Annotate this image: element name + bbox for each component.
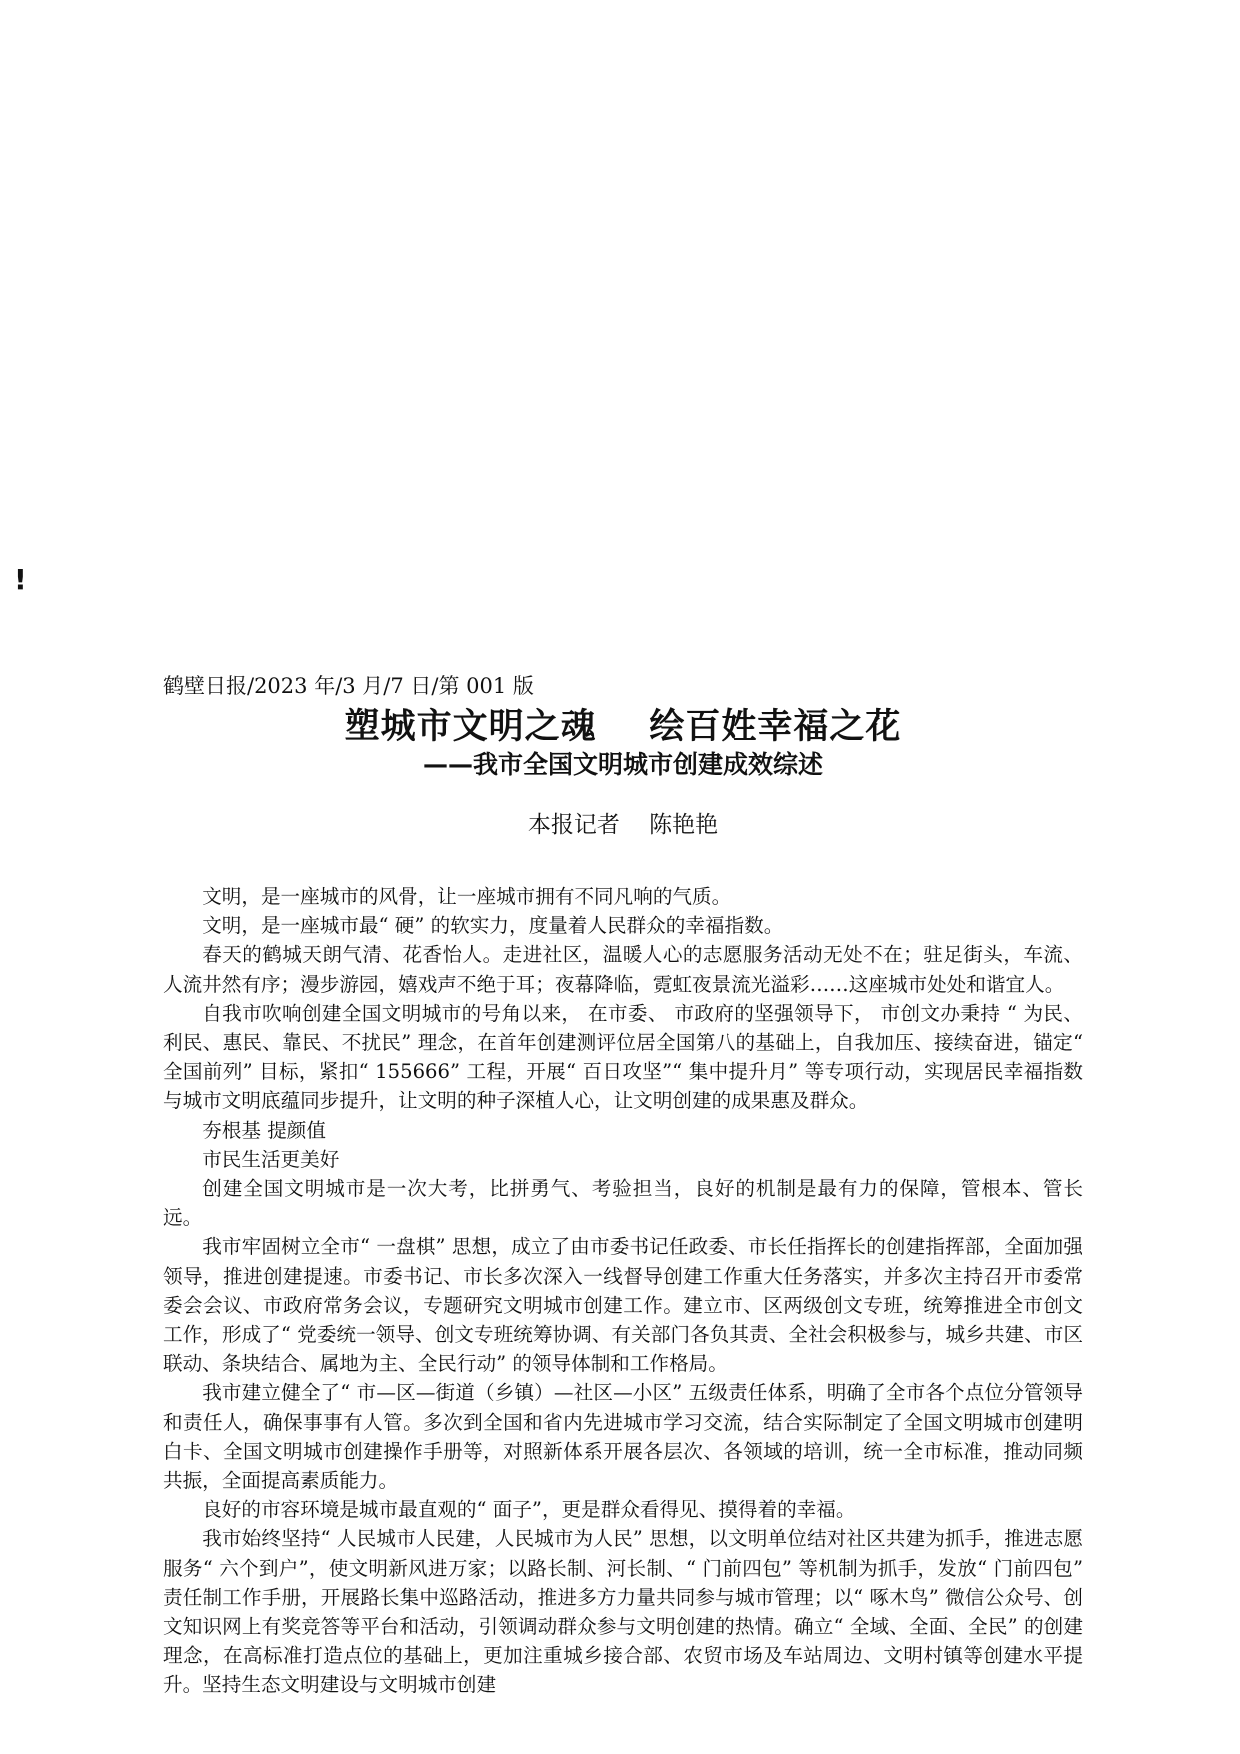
alert-mark: !: [14, 563, 27, 596]
paragraph: 创建全国文明城市是一次大考，比拼勇气、考验担当，良好的机制是最有力的保障，管根本、管长远。: [163, 1177, 1083, 1230]
paragraph: 我市始终坚持“ 人民城市人民建，人民城市为人民” 思想，以文明单位结对社区共建为抓手，推进志愿服务“ 六个到户”，使文明新风进万家；以路长制、河长制、“ 门前四包” 等机制为抓手，发放“ 门前四包” 责任制工作手册，开展路长集中巡路活动，推进多方力量共同参与城市管理；以“ 啄木鸟” 微信公众号、创文知识网上有奖竞答等平台和活动，引领调动群众参与文明创建的热情。确立“ 全域、全面、全民” 的创建理念，在高标准打造点位的基础上，更加注重城乡接合部、农贸市场及车站周边、文明村镇等创建水平提升。坚持生态文明建设与文明城市创建: [163, 1527, 1083, 1697]
section-heading: 市民生活更美好: [202, 1147, 340, 1171]
article-subtitle: ——我市全国文明城市创建成效综述: [422, 750, 823, 779]
paragraph: 春天的鹤城天朗气清、花香怡人。走进社区，温暖人心的志愿服务活动无处不在；驻足街头，车流、人流井然有序；漫步游园，嬉戏声不绝于耳；夜幕降临，霓虹夜景流光溢彩……这座城市处处和谐宜人。: [163, 943, 1083, 996]
article-byline: 本报记者 陈艳艳: [527, 812, 719, 838]
paragraph: 我市建立健全了“ 市—区—街道（乡镇）—社区—小区” 五级责任体系，明确了全市各个点位分管领导和责任人，确保事事有人管。多次到全国和省内先进城市学习交流，结合实际制定了全国文明城市创建明白卡、全国文明城市创建操作手册等，对照新体系开展各层次、各领域的培训，统一全市标准，推动同频共振，全面提高素质能力。: [163, 1381, 1083, 1493]
article-title: 塑城市文明之魂 绘百姓幸福之花: [344, 707, 902, 747]
paragraph: 自我市吹响创建全国文明城市的号角以来， 在市委、 市政府的坚强领导下， 市创文办秉持 “ 为民、利民、惠民、靠民、不扰民” 理念，在首年创建测评位居全国第八的基础上，自我加压、接续奋进，锚定“ 全国前列” 目标，紧扣“ 155666” 工程，开展“ 百日攻坚”“ 集中提升月” 等专项行动，实现居民幸福指数与城市文明底蕴同步提升，让文明的种子深植人心，让文明创建的成果惠及群众。: [163, 1001, 1083, 1113]
paragraph: 我市牢固树立全市“ 一盘棋” 思想，成立了由市委书记任政委、市长任指挥长的创建指挥部，全面加强领导，推进创建提速。市委书记、市长多次深入一线督导创建工作重大任务落实，并多次主持召开市委常委会会议、市政府常务会议，专题研究文明城市创建工作。建立市、区两级创文专班，统筹推进全市创文工作，形成了“ 党委统一领导、创文专班统筹协调、有关部门各负其责、全社会积极参与，城乡共建、市区联动、条块结合、属地为主、全民行动” 的领导体制和工作格局。: [163, 1235, 1083, 1376]
paragraph: 良好的市容环境是城市最直观的“ 面子”，更是群众看得见、摸得着的幸福。: [202, 1498, 856, 1522]
paragraph: 文明，是一座城市的风骨，让一座城市拥有不同凡响的气质。: [202, 885, 732, 908]
paragraph: 文明，是一座城市最“ 硬” 的软实力，度量着人民群众的幸福指数。: [202, 914, 784, 938]
article-source: 鹤壁日报/2023 年/3 月/7 日/第 001 版: [163, 674, 534, 698]
article: [163, 672, 1083, 1700]
article-body: [163, 882, 1083, 1700]
section-heading: 夯根基 提颜值: [202, 1118, 326, 1142]
